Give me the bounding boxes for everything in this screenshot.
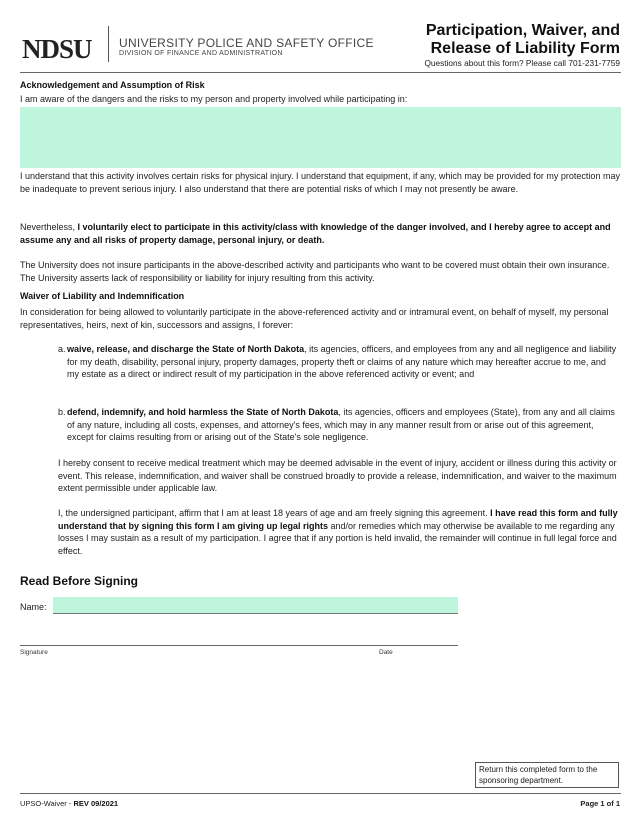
- name-label: Name:: [20, 602, 47, 612]
- section-heading-waiver: Waiver of Liability and Indemnification: [20, 291, 185, 301]
- ndsu-logo: NDSU: [22, 34, 92, 64]
- form-revision: REV 09/2021: [73, 799, 119, 808]
- header-rule: [20, 72, 621, 73]
- voluntary-lead: Nevertheless,: [20, 222, 78, 232]
- item-b-text: [67, 406, 619, 444]
- form-id: [20, 799, 118, 808]
- affirmation-paragraph: [58, 507, 620, 557]
- item-a-text: [67, 343, 619, 381]
- consent-paragraph: I hereby consent to receive medical treatment which may be deemed advisable in the event of injury, accident or illness during this activity or event. This release, indemnification, and waiver shall be construed broadly to provide a release, indemnification, and waiver to the maximum extent permissible under applicable law.: [58, 458, 617, 493]
- insurance-paragraph: The University does not insure participants in the above-described activity and participants who want to be covered must obtain their own insurance. The University asserts lack of responsibility or liability for injury resulting from this activity.: [20, 260, 610, 283]
- form-title-line2: Release of Liability Form: [430, 40, 620, 57]
- date-label: Date: [379, 649, 393, 656]
- affirm-part1: I, the undersigned participant, affirm that I am at least 18 years of age and am freely signing this agreement.: [58, 508, 491, 518]
- affirm-bold: I have read this form and fully understand that by signing this form I am giving up legal rights: [58, 508, 618, 531]
- page-number: Page 1 of 1: [580, 799, 620, 808]
- item-b-marker: b.: [58, 407, 66, 417]
- signature-date-line[interactable]: [20, 645, 458, 646]
- form-title-line1: Participation, Waiver, and: [425, 22, 620, 39]
- form-title: [426, 22, 620, 58]
- read-before-signing-heading: Read Before Signing: [20, 574, 139, 588]
- item-a-bold: waive, release, and discharge the State of North Dakota: [67, 344, 305, 354]
- signature-label: Signature: [20, 649, 48, 656]
- voluntary-bold: I voluntarily elect to participate in this activity/class with knowledge of the danger involved, and I hereby agree to accept and assume any and all risks of property damage, personal injury, or death.: [20, 222, 611, 245]
- activity-input[interactable]: [20, 107, 621, 168]
- voluntary-paragraph: [20, 221, 621, 246]
- return-instructions-box: Return this completed form to the sponsoring department.: [475, 762, 619, 788]
- form-code: UPSO-Waiver -: [20, 799, 74, 808]
- header-divider: [108, 26, 109, 62]
- item-a-marker: a.: [58, 344, 66, 354]
- item-b-rest: , its agencies, officers and employees (State), from any and all claims of any nature, including all costs, expenses, and attorney's fees, which may in any manner result from or arise out of this agreement, except for claims resulting from or arising out of the State's sole negligence.: [67, 407, 615, 442]
- questions-contact: Questions about this form? Please call 701-231-7759: [424, 58, 620, 68]
- footer-rule: [20, 793, 621, 794]
- activity-intro: I am aware of the dangers and the risks to my person and property involved while participating in:: [20, 94, 408, 104]
- item-a-rest: , its agencies, officers, and employees from any and all negligence and liability for my death, disability, personal injury, property damages, property theft or claims of any nature which may hereafter accrue to me, and my estate as a direct or indirect result of my participation in the above referenced activity or event; and: [67, 344, 617, 379]
- waiver-intro: In consideration for being allowed to voluntarily participate in the above-referenced activity and or intramural event, on behalf of myself, my personal representatives, heirs, next of kin, successors and assigns, I forever:: [20, 307, 609, 330]
- division-name: DIVISION OF FINANCE AND ADMINISTRATION: [119, 50, 283, 57]
- item-b-bold: defend, indemnify, and hold harmless the State of North Dakota: [67, 407, 339, 417]
- risk-paragraph: I understand that this activity involves certain risks for physical injury. I understand that equipment, if any, which may be provided for my protection may be inadequate to prevent serious injury. I also understand that there are potential risks of which I may not presently be aware.: [20, 171, 620, 194]
- office-name: UNIVERSITY POLICE AND SAFETY OFFICE: [119, 36, 374, 50]
- affirm-part2: and/or remedies which may otherwise be available to me regarding any losses I may sustain as a result of my participation. I agree that if any portion is held invalid, the remainder will continue in full legal force and effect.: [58, 520, 617, 556]
- name-input[interactable]: [53, 597, 458, 614]
- section-heading-acknowledgement: Acknowledgement and Assumption of Risk: [20, 80, 205, 90]
